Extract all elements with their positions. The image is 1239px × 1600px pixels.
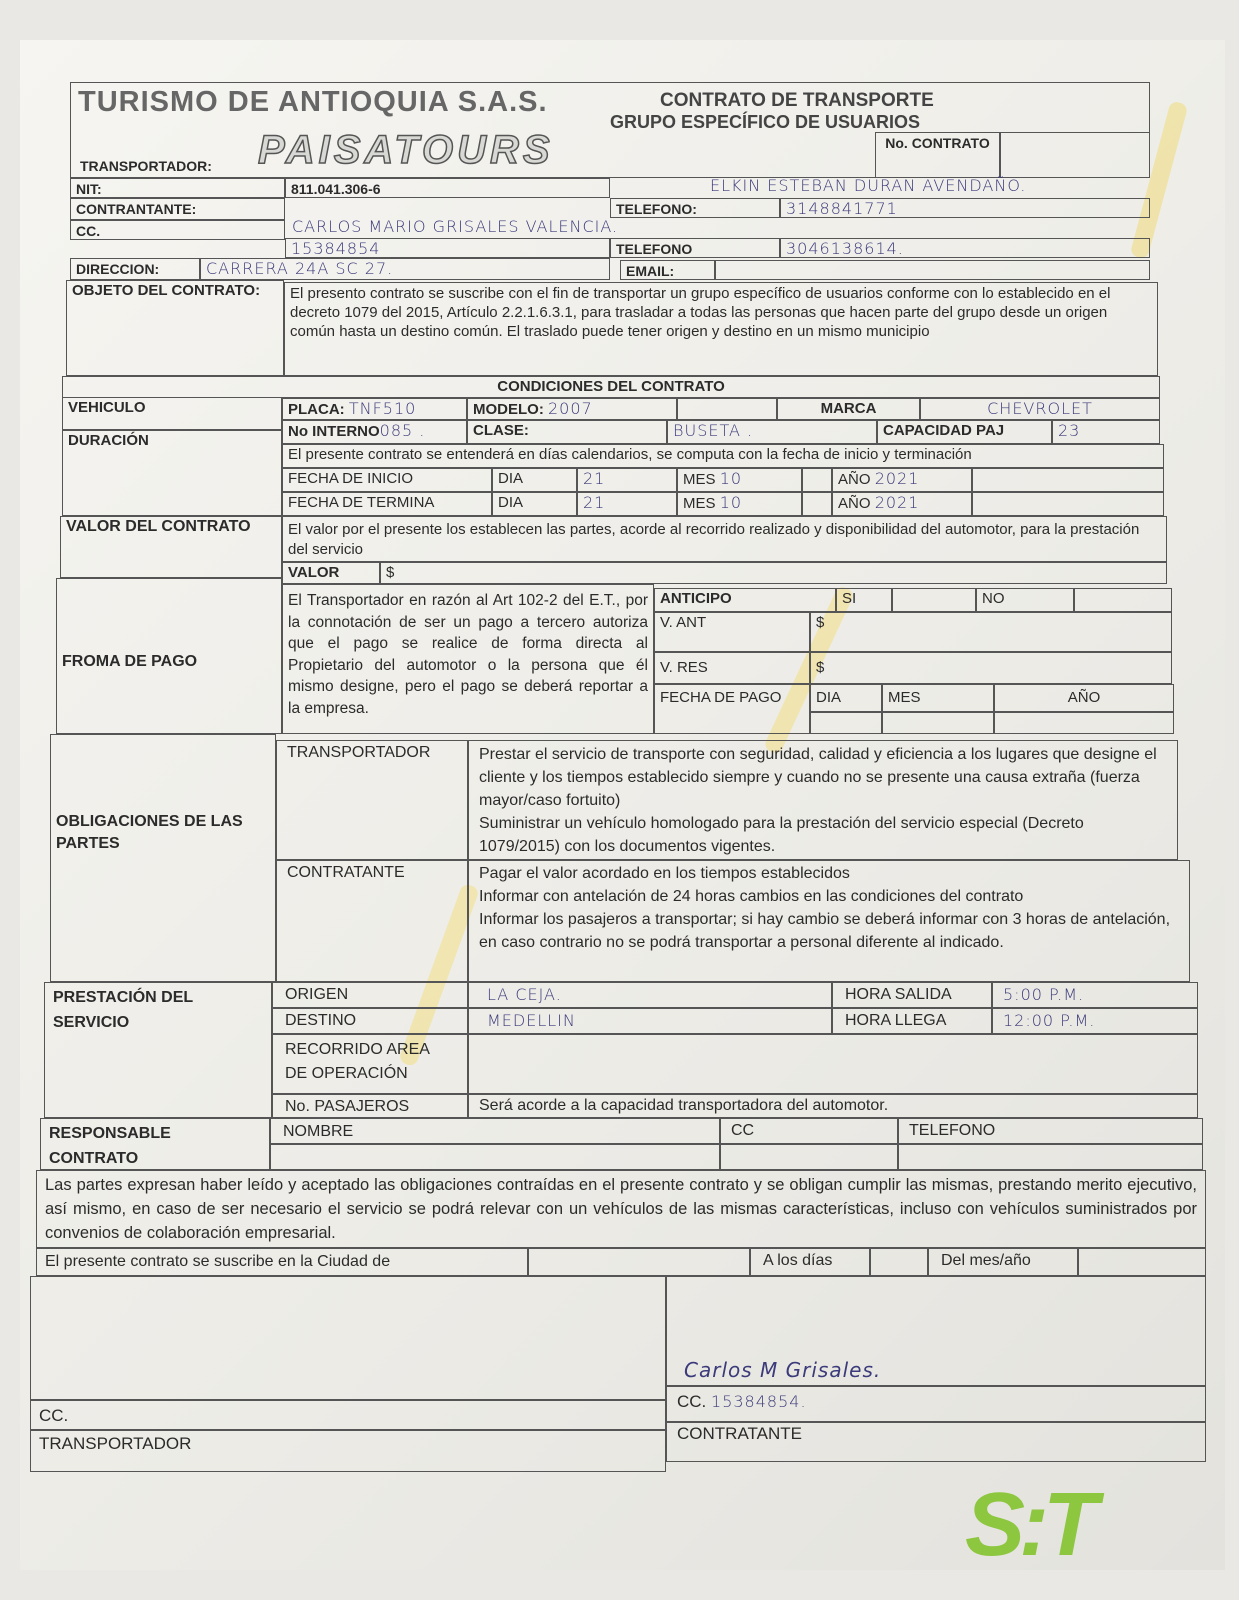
marca-label: MARCA [777,398,920,420]
pago-anio[interactable] [994,712,1174,734]
st-logo: S:T [965,1475,1092,1575]
termina-anio[interactable]: 2021 [874,493,920,512]
blank-cell [677,398,777,420]
valor-text: El valor por el presente los establecen las partes, acorde al recorrido realizado y disponibilidad del automotor, para la prestación del servicio [282,516,1167,562]
obligaciones-transportador-text: Prestar el servicio de transporte con seguridad, calidad y eficiencia a los lugares que designe el cliente y los tiempos establecido siempre y cuando no se presente una causa extraña (fuerza mayor/caso fortuito) Suministrar un vehículo homologado para la prestación del servicio especial (Decreto 1079/2015) con los documentos vigentes. [468,740,1178,860]
obligaciones-contratante-label: CONTRATANTE [276,860,468,982]
inicio-mes-label: MES [683,471,716,488]
no-contrato-label: No. CONTRATO [875,132,1000,178]
blank-cell [802,492,832,516]
telefono2-label: TELEFONO [610,238,780,258]
capacidad-label: CAPACIDAD PAJ [877,420,1052,444]
v-ant-label: V. ANT [654,612,810,652]
clase-value[interactable]: BUSETA . [667,420,877,444]
forma-pago-label: FROMA DE PAGO [56,578,282,734]
capacidad-value[interactable]: 23 [1052,420,1160,444]
pasajeros-value: Será acorde a la capacidad transportadora del automotor. [468,1094,1198,1118]
direccion-value[interactable]: CARRERA 24A SC 27. [200,258,610,280]
direccion-label: DIRECCION: [70,258,200,280]
obligaciones-contratante-text: Pagar el valor acordado en los tiempos establecidos Informar con antelación de 24 horas cambios en las condiciones del contrato Informar los pasajeros a transportar; si hay cambio se deberá informar con 3 horas de antelación, en caso contrario no se podrá transportar a personal diferente al indicado. [468,860,1190,982]
contract-title: CONTRATO DE TRANSPORTE [660,90,934,111]
duracion-text: El presente contrato se entenderá en días calendarios, se computa con la fecha de inicio y terminación [282,444,1164,468]
contract-subtitle: GRUPO ESPECÍFICO DE USUARIOS [610,112,921,132]
contratante-cc-label: CC. [677,1392,707,1411]
firma-transportador-label: TRANSPORTADOR [30,1430,666,1472]
obligaciones-transportador-label: TRANSPORTADOR [276,740,468,860]
placa-label: PLACA: [288,401,345,418]
destino-label: DESTINO [272,1008,468,1034]
valor-input[interactable]: $ [380,562,1167,584]
ciudad-label: El presente contrato se suscribe en la Ciudad de [36,1248,528,1276]
firma-transportador-box[interactable] [30,1276,666,1400]
responsable-nombre-label: NOMBRE [270,1118,720,1144]
origen-label: ORIGEN [272,982,468,1008]
clase-label: CLASE: [467,420,667,444]
modelo-label: MODELO: [473,401,544,418]
termina-dia-label: DIA [492,492,577,516]
interno-label: No INTERNO [288,423,380,440]
responsable-cc-label: CC [720,1118,898,1144]
pago-mes[interactable] [882,712,994,734]
responsable-cc[interactable] [720,1144,898,1170]
responsable-telefono-label: TELEFONO [898,1118,1203,1144]
interno-value[interactable]: 085 . [379,421,426,440]
destino-value[interactable]: MEDELLIN [468,1008,832,1034]
firma-contratante-label: CONTRATANTE [666,1422,1206,1462]
forma-pago-text: El Transportador en razón al Art 102-2 del E.T., por la connotación de ser un pago a tercero autoriza que el pago se realice de forma directa al Propietario del automotor o la persona que él mismo designe, pero el pago se deberá reportar a la empresa. [282,584,654,734]
prestacion-label: PRESTACIÓN DEL SERVICIO [44,982,272,1118]
email-value[interactable] [715,260,1150,280]
mes-anio-value[interactable] [1078,1248,1206,1276]
nit-value: 811.041.306-6 [285,178,610,198]
inicio-dia[interactable]: 21 [577,468,677,492]
clausula-text: Las partes expresan haber leído y aceptado las obligaciones contraídas en el presente contrato y se obligan cumplir las mismas, prestando merito ejecutivo, así mismo, en caso de ser necesario el servicio se podrá relevar con un vehículos de las mismas características, incluso con vehículos suministrados por convenios de colaboración empresarial. [36,1170,1206,1248]
pago-dia-label: DIA [810,684,882,712]
anticipo-no[interactable]: NO [976,588,1074,612]
blank-cell[interactable] [892,588,976,612]
pago-mes-label: MES [882,684,994,712]
firma-cc-label: CC. [30,1400,666,1430]
responsable-label: RESPONSABLE CONTRATO [40,1118,270,1170]
marca-value[interactable]: CHEVROLET [920,398,1160,420]
dias-value[interactable] [870,1248,928,1276]
contratante-signature: Carlos M Grisales. [684,1358,882,1382]
no-contrato-value[interactable] [1000,132,1150,178]
telefono1-label: TELEFONO: [610,198,780,218]
inicio-anio-label: AÑO [838,471,871,488]
mes-anio-label: Del mes/año [928,1248,1078,1276]
origen-value[interactable]: LA CEJA. [468,982,832,1008]
fecha-inicio-label: FECHA DE INICIO [282,468,492,492]
inicio-dia-label: DIA [492,468,577,492]
blank-cell [972,468,1164,492]
inicio-anio[interactable]: 2021 [874,469,920,488]
contratante-label: CONTRANTANTE: [70,198,285,220]
blank-cell [972,492,1164,516]
fecha-pago-label: FECHA DE PAGO [654,684,810,734]
fecha-termina-label: FECHA DE TERMINA [282,492,492,516]
pago-anio-label: AÑO [994,684,1174,712]
objeto-text: El presento contrato se suscribe con el fin de transportar un grupo específico de usuarios conforme con lo establecido en el decreto 1079 del 2015, Artículo 2.2.1.6.3.1, para trasladar a todas las personas que hacen parte del grupo desde un origen común hasta un destino común. El traslado puede tener origen y destino en un mismo municipio [284,282,1158,376]
cc-value[interactable]: 15384854 [285,238,610,258]
recorrido-label: RECORRIDO AREA DE OPERACIÓN [272,1034,468,1094]
blank-cell [802,468,832,492]
condiciones-title: CONDICIONES DEL CONTRATO [62,376,1160,398]
contratante-cc-value: 15384854. [711,1392,807,1411]
valor-label: VALOR DEL CONTRATO [60,516,282,578]
obligaciones-label: OBLIGACIONES DE LAS PARTES [50,734,276,982]
company-name: TURISMO DE ANTIOQUIA S.A.S. [78,86,548,118]
hora-llega-label: HORA LLEGA [832,1008,992,1034]
recorrido-value[interactable] [468,1034,1198,1094]
anticipo-si[interactable]: SI [836,588,892,612]
modelo-value[interactable]: 2007 [548,399,593,418]
paisatours-logo: PAISATOURS [258,128,554,172]
termina-dia[interactable]: 21 [577,492,677,516]
responsable-nombre[interactable] [270,1144,720,1170]
placa-value[interactable]: TNF510 [348,399,417,418]
pasajeros-label: No. PASAJEROS [272,1094,468,1118]
anticipo-label: ANTICIPO [654,588,836,612]
termina-mes-label: MES [683,495,716,512]
termina-mes[interactable]: 10 [719,493,743,512]
blank-cell[interactable] [1074,588,1172,612]
v-res-value[interactable]: $ [810,652,1172,684]
termina-anio-label: AÑO [838,495,871,512]
transportador-name[interactable]: ELKIN ESTEBAN DURAN AVENDAÑO. [710,176,1027,195]
hora-llega-value[interactable]: 12:00 P.M. [992,1008,1198,1034]
transportador-label: TRANSPORTADOR: [80,158,212,174]
cc-label: CC. [70,220,285,240]
hora-salida-label: HORA SALIDA [832,982,992,1008]
v-res-label: V. RES [654,652,810,684]
duracion-label: DURACIÓN [62,430,282,516]
dias-label: A los días [750,1248,870,1276]
objeto-label: OBJETO DEL CONTRATO: [66,280,284,376]
hora-salida-value[interactable]: 5:00 P.M. [992,982,1198,1008]
ciudad-value[interactable] [528,1248,750,1276]
pago-dia[interactable] [810,712,882,734]
email-label: EMAIL: [620,260,715,280]
valor-field-label: VALOR [282,562,380,584]
vehiculo-label: VEHICULO [62,398,282,430]
responsable-telefono[interactable] [898,1144,1203,1170]
contratante-name[interactable]: CARLOS MARIO GRISALES VALENCIA. [292,217,619,236]
nit-label: NIT: [70,178,285,198]
v-ant-value[interactable]: $ [810,612,1172,652]
telefono1-value[interactable]: 3148841771 [780,198,1150,218]
telefono2-value[interactable]: 3046138614. [780,238,1150,258]
inicio-mes[interactable]: 10 [719,469,743,488]
